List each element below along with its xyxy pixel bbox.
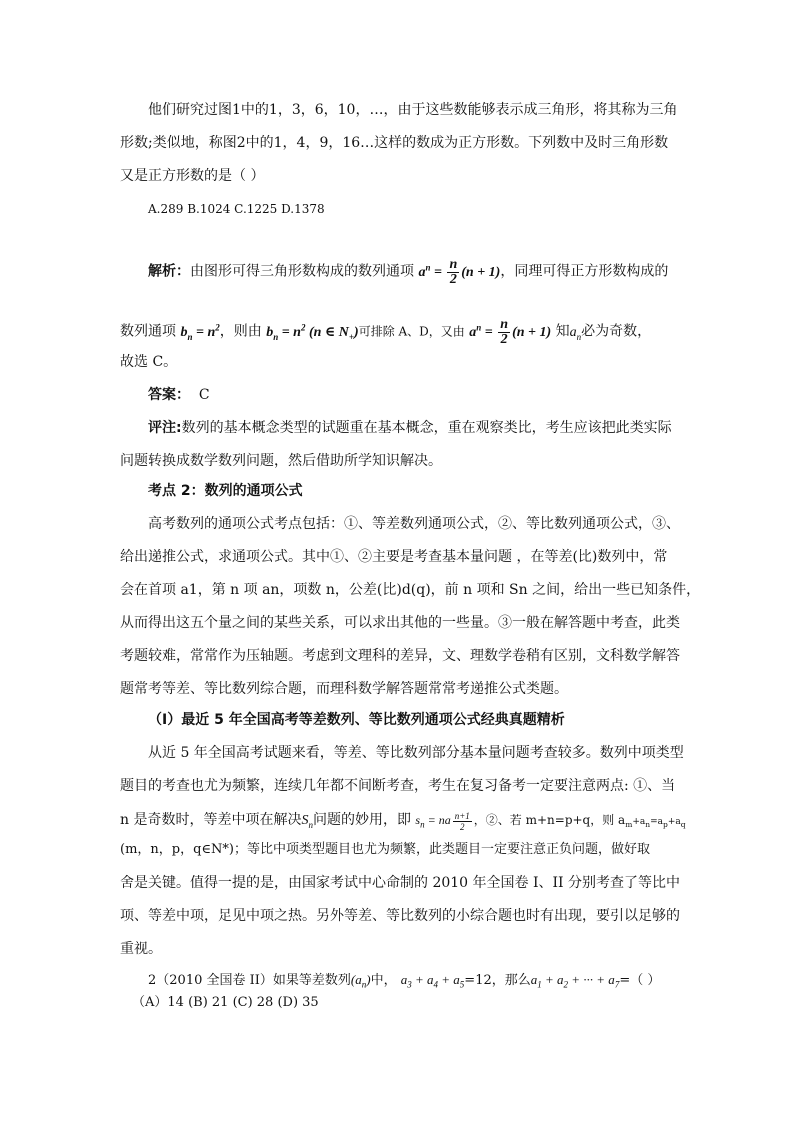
answer-options: A.289 B.1024 C.1225 D.1378 (148, 202, 325, 216)
question-2-line: 2（2010 全国卷 II）如果等差数列$(a_n)$中， $a_3 + a_4 + a_5=12$，那么$a_1 + a_2$ + ··· + $a_7=$（ ） (148, 972, 661, 990)
problem-text-line-3: 又是正方形数的是（ ） (120, 168, 265, 184)
answer-line: 答案： C (148, 387, 210, 403)
s-n-symbol: $S_n$ (301, 813, 313, 830)
solution-label: 解析： (148, 263, 190, 280)
body2-line-2: 给出递推公式，求通项公式。其中①、②主要是考查基本量问题 ，在等差(比)数列中，常 (120, 549, 668, 565)
body3-line-6: 项、等差中项，足见中项之热。另外等差、等比数列的小综合题也时有出现，要引以足够的 (120, 908, 680, 924)
square-formula: $b_n = n^2$ (180, 322, 220, 342)
comment-line-1: 评注:数列的基本概念类型的试题重在基本概念，重在观察类比，考生应该把此类实际 (148, 420, 672, 436)
problem-text-line-1: 他们研究过图1中的1，3，6，10，…，由于这些数能够表示成三角形，将其称为三角 (148, 102, 678, 118)
a-n-symbol: $a_n$ (569, 324, 582, 342)
body3-line-3: n 是奇数时，等差中项在解决$S_n$问题的妙用，即 $s_n$ = na $\frac{n+1}{2}$ ，②、若 m+n=p+q，则 $a_m+a_n=a_p+a_q$ (120, 810, 686, 832)
body3-line-2: 题目的考查也尤为频繁，连续几年都不间断考查，考生在复习备考一定要注意两点: ①、当 (120, 778, 676, 794)
middle-term-formula: $s_n$ = na $\frac{n+1}{2}$ (415, 810, 470, 832)
comment-line-2: 问题转换成数学数列问题，然后借助所学知识解决。 (120, 453, 442, 469)
body2-line-3: 会在首项 a1，第 n 项 an，项数 n，公差(比)d(q)，前 n 项和 Sn 之间，给出一些已知条件， (120, 582, 701, 598)
section-heading: 考点 2：数列的通项公式 (148, 483, 303, 499)
answer-value: C (198, 387, 210, 403)
solution-line-1: 解析：由图形可得三角形数构成的数列通项 $a^n$ = $\frac{n}{2}$ (n + 1)，同理可得正方形数构成的 (148, 256, 669, 287)
problem-text-line-2: 形数;类似地，称图2中的1，4，9，16…这样的数成为正方形数。下列数中及时三角形数 (120, 135, 669, 151)
body3-line-5: 舍是关键。值得一提的是，由国家考试中心命制的 2010 年全国卷 I、II 分别考查了等比中 (120, 875, 681, 891)
sum-target: $a_1 + a_2$ + ··· + $a_7$ (530, 972, 620, 990)
triangular-formula: $a^n$ = $\frac{n}{2}$ (n + 1) (418, 256, 501, 287)
sequence-symbol: $(a_n)$ (350, 972, 371, 990)
body2-line-5: 考题较难，常常作为压轴题。考虑到文理科的差异，文、理数学卷稍有区别，文科数学解答 (120, 648, 680, 664)
sum-condition: $a_3 + a_4 + a_5$ (400, 972, 465, 990)
body2-line-4: 从而得出这五个量之间的某些关系，可以求出其他的一些量。③一般在解答题中考查，此类 (120, 615, 680, 631)
solution-line-2: 数列通项 $b_n = n^2$，则由 $b_n = n^2$ (n ∈ $N_+$)可排除 A、D，又由 $a^n$ = $\frac{n}{2}$ (n + 1) 知$a_n$必为奇数， (120, 316, 652, 347)
body2-line-1: 高考数列的通项公式考点包括：①、等差数列通项公式，②、等比数列通项公式，③、 (148, 516, 680, 532)
body3-line-7: 重视。 (120, 941, 162, 957)
solution-line-3: 故选 C。 (120, 354, 178, 370)
body3-line-1: 从近 5 年全国高考试题来看，等差、等比数列部分基本量问题考查较多。数列中项类型 (148, 745, 684, 761)
body3-line-4: (m，n，p，q∈N*)；等比中项类型题目也尤为频繁，此类题目一定要注意正负问题，做好取 (120, 842, 650, 857)
body2-line-6: 题常考等差、等比数列综合题，而理科数学解答题常常考递推公式类题。 (120, 681, 568, 697)
square-formula-domain: $b_n = n^2$ (n ∈ $N_+$) (266, 322, 359, 342)
question-2-choices: （A）14 (B) 21 (C) 28 (D) 35 (132, 995, 319, 1010)
triangular-formula-2: $a^n$ = $\frac{n}{2}$ (n + 1) (469, 316, 552, 347)
comment-label: 评注: (148, 420, 182, 436)
subsection-heading: （Ⅰ）最近 5 年全国高考等差数列、等比数列通项公式经典真题精析 (148, 712, 565, 728)
